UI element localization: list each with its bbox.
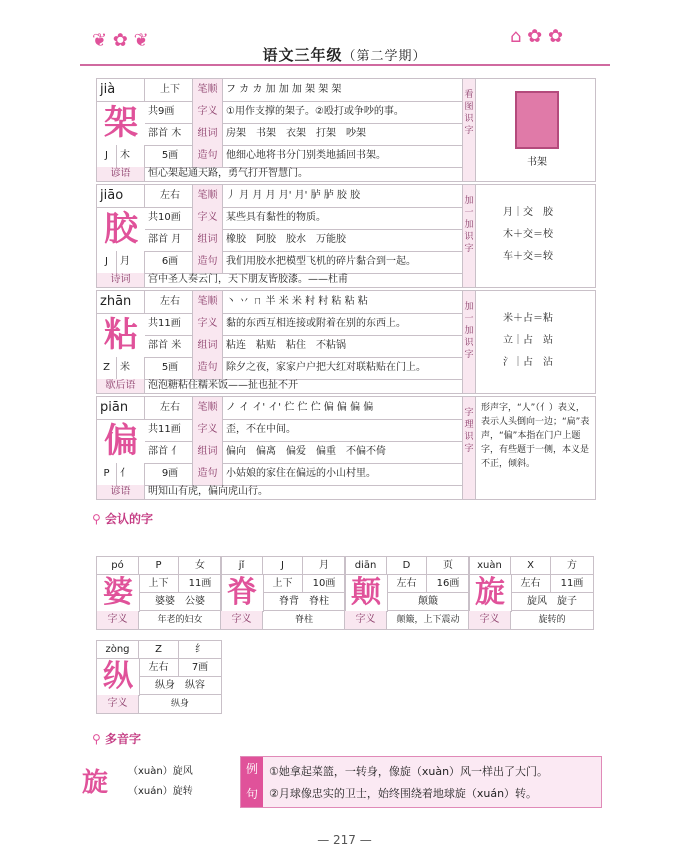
character-card: [96, 184, 596, 288]
recog-char-card: [220, 556, 346, 630]
radical-label-text: 部首: [148, 234, 168, 245]
radical-label: [145, 229, 193, 251]
meaning-label: 字义: [193, 419, 223, 441]
recog-words: 脊背 脊柱: [263, 593, 345, 611]
radical-label: [145, 335, 193, 357]
recog-structure: 上下: [263, 575, 303, 593]
section-recognize: [92, 510, 153, 527]
recog-words: 纵身 纵容: [139, 677, 221, 695]
extra-text: 恒心架起通天路，勇气打开智慧门。: [148, 168, 308, 179]
recog-meaning: 纵身: [170, 699, 189, 709]
polyphone-reading-1: （xuàn）旋风: [128, 766, 193, 777]
meaning-text: 某些具有黏性的物质。: [226, 212, 326, 223]
radical: 亻: [171, 446, 182, 457]
recog-radical: 页: [427, 557, 469, 575]
page-number: — 217 —: [317, 833, 372, 847]
recog-meaning: 年老的妇女: [157, 615, 203, 625]
recog-big-char: 旋: [469, 575, 512, 612]
words-label: 组词: [193, 123, 223, 145]
words-text: 橡胶 阿胶 胶水 万能胶: [226, 234, 346, 245]
radical-small: 亻: [117, 463, 145, 485]
recog-meaning: 脊柱: [294, 615, 313, 625]
recog-meaning-label: 字义: [221, 611, 263, 629]
stroke-label: 笔顺: [193, 79, 223, 101]
recog-meaning: 颠簸，上下震动: [396, 615, 460, 625]
polyphone-char: 旋: [82, 768, 109, 798]
heart-decoration-icon: ❦ ✿ ❦: [92, 30, 149, 51]
recog-meaning-label: 字义: [345, 611, 387, 629]
char-structure: 左右: [145, 185, 193, 207]
extra-label: 诗词: [97, 273, 145, 287]
recog-letter: P: [139, 557, 179, 575]
index-letter: J: [97, 145, 117, 167]
char-structure: 上下: [145, 79, 193, 101]
sentence-label: 造句: [193, 357, 223, 379]
big-character: 粘: [104, 315, 138, 355]
extra-label: 谚语: [97, 167, 145, 181]
recog-pinyin: xuàn: [469, 557, 511, 575]
character-card: [96, 290, 596, 394]
radical-label: [145, 441, 193, 463]
sentence-text: 除夕之夜，家家户户把大红对联粘贴在门上。: [226, 362, 426, 373]
radical-label-text: 部首: [148, 446, 168, 457]
meaning-text: 歪，不在中间。: [226, 424, 296, 435]
sentence-text: 我们用胶水把模型飞机的碎片黏合到一起。: [226, 256, 416, 267]
recog-structure: 左右: [139, 659, 179, 677]
recog-char-card: [96, 556, 222, 630]
recog-words: 颠簸: [387, 593, 469, 611]
radical-strokes: 5画: [145, 145, 193, 167]
recog-meaning-label: 字义: [469, 611, 511, 629]
radical: 木: [171, 128, 182, 139]
big-character: 架: [104, 103, 138, 143]
index-letter: J: [97, 251, 117, 273]
bookshelf-icon: [515, 91, 559, 149]
big-character: 胶: [104, 209, 138, 249]
big-character: 偏: [104, 421, 138, 461]
formula: 米＋占＝粘: [503, 313, 553, 324]
formula: 车＋交＝较: [503, 251, 553, 262]
radical-small: 米: [117, 357, 145, 379]
recog-structure: 左右: [387, 575, 427, 593]
char-structure: 左右: [145, 397, 193, 419]
char-structure: 左右: [145, 291, 193, 313]
stroke-label: 笔顺: [193, 291, 223, 313]
radical-label-text: 部首: [148, 128, 168, 139]
example-tag: 例句: [241, 757, 263, 807]
section-polyphone-title: 多音字: [104, 732, 141, 746]
search-icon: ⚲: [92, 512, 101, 526]
index-letter: Z: [97, 357, 117, 379]
recog-strokes: 10画: [303, 575, 345, 593]
character-card: [96, 396, 596, 500]
side-caption: 书架: [527, 157, 547, 168]
sentence-text: 他细心地将书分门别类地插回书架。: [226, 150, 386, 161]
stroke-sequence: フ カ カ 加 加 加 架 架 架: [226, 84, 342, 95]
extra-text: 泡泡糖粘住糯米饭——扯也扯不开: [148, 380, 298, 391]
words-text: 偏向 偏离 偏爱 偏重 不偏不倚: [226, 446, 386, 457]
sentence-label: 造句: [193, 251, 223, 273]
meaning-label: 字义: [193, 313, 223, 335]
formula: 木＋交＝校: [503, 229, 553, 240]
stroke-sequence: 丿 月 月 月 月' 月' 胪 胪 胶 胶: [226, 190, 361, 201]
recog-letter: Z: [139, 641, 179, 659]
side-label: 加一加识字: [462, 185, 476, 287]
recog-words: 婆婆 公婆: [139, 593, 221, 611]
radical-label-text: 部首: [148, 340, 168, 351]
recog-radical: 纟: [179, 641, 221, 659]
recog-letter: J: [263, 557, 303, 575]
char-pinyin: piān: [97, 397, 145, 419]
radical-label: [145, 123, 193, 145]
radical-small: 月: [117, 251, 145, 273]
side-label: 看图识字: [462, 79, 476, 181]
char-pinyin: jià: [97, 79, 145, 101]
stroke-sequence: ノ イ イ' イ' 伫 伫 伫 偏 偏 偏 偏: [226, 402, 374, 413]
stroke-sequence: 丶 丷 ㄇ 半 米 米 籿 籿 粘 粘 粘: [226, 296, 368, 307]
stroke-label: 笔顺: [193, 185, 223, 207]
side-label: 加一加识字: [462, 291, 476, 393]
header-title: 语文三年级: [262, 46, 343, 64]
stroke-count: 共9画: [145, 101, 193, 123]
words-text: 房架 书架 衣架 打架 吵架: [226, 128, 366, 139]
recog-strokes: 16画: [427, 575, 469, 593]
extra-label: 歇后语: [97, 379, 145, 393]
recog-pinyin: zòng: [97, 641, 139, 659]
page-header: [0, 44, 689, 65]
recog-structure: 左右: [511, 575, 551, 593]
recog-big-char: 颠: [345, 575, 388, 612]
recog-radical: 方: [551, 557, 593, 575]
section-polyphone: [92, 730, 141, 747]
char-pinyin: zhān: [97, 291, 145, 313]
recog-big-char: 婆: [97, 575, 140, 612]
words-label: 组词: [193, 335, 223, 357]
radical-small: 木: [117, 145, 145, 167]
stroke-count: 共10画: [145, 207, 193, 229]
recog-radical: 月: [303, 557, 345, 575]
recog-meaning: 旋转的: [538, 615, 566, 625]
radical-strokes: 9画: [145, 463, 193, 485]
radical-strokes: 5画: [145, 357, 193, 379]
stroke-count: 共11画: [145, 313, 193, 335]
recog-strokes: 7画: [179, 659, 221, 677]
recog-strokes: 11画: [179, 575, 221, 593]
recog-meaning-label: 字义: [97, 611, 139, 629]
stroke-label: 笔顺: [193, 397, 223, 419]
example-sentence-1: ①她拿起菜篮，一转身，像旋（xuàn）风一样出了大门。: [269, 765, 549, 778]
extra-text: 宫中圣人奏云门，天下朋友皆胶漆。——杜甫: [148, 274, 348, 285]
example-box: [240, 756, 602, 808]
formula: 月｜交 胶: [503, 207, 553, 218]
sentence-label: 造句: [193, 145, 223, 167]
recog-char-card: [344, 556, 470, 630]
sentence-label: 造句: [193, 463, 223, 485]
recog-pinyin: diān: [345, 557, 387, 575]
recog-letter: X: [511, 557, 551, 575]
meaning-text: 黏的东西互相连接或附着在别的东西上。: [226, 318, 406, 329]
recog-words: 旋风 旋子: [511, 593, 593, 611]
character-card: [96, 78, 596, 182]
radical: 月: [171, 234, 182, 245]
char-pinyin: jiāo: [97, 185, 145, 207]
example-sentence-2: ②月球像忠实的卫士，始终围绕着地球旋（xuán）转。: [269, 787, 538, 800]
index-letter: P: [97, 463, 117, 485]
header-divider: [80, 64, 610, 66]
sentence-text: 小姑娘的家住在偏远的小山村里。: [226, 468, 376, 479]
words-label: 组词: [193, 441, 223, 463]
side-label: 字理识字: [462, 397, 476, 499]
extra-label: 谚语: [97, 485, 145, 499]
house-decoration-icon: ⌂ ✿ ✿: [510, 26, 564, 47]
header-subtitle: （第二学期）: [342, 49, 427, 64]
meaning-label: 字义: [193, 101, 223, 123]
meaning-text: ①用作支撑的架子。②殴打或争吵的事。: [226, 106, 404, 117]
search-icon: ⚲: [92, 732, 101, 746]
extra-text: 明知山有虎，偏向虎山行。: [148, 486, 268, 497]
recog-pinyin: jǐ: [221, 557, 263, 575]
formula: 氵｜占 沾: [503, 357, 553, 368]
stroke-count: 共11画: [145, 419, 193, 441]
words-label: 组词: [193, 229, 223, 251]
side-text: 形声字，“人”（亻）表义，表示人头倒向一边；“扁”表声，“偏”本指在门户上题字，有些题于一侧，本义是不正，倾斜。: [481, 403, 590, 469]
recog-radical: 女: [179, 557, 221, 575]
recog-pinyin: pó: [97, 557, 139, 575]
recog-big-char: 脊: [221, 575, 264, 612]
recog-big-char: 纵: [97, 659, 140, 696]
recog-meaning-label: 字义: [97, 695, 139, 713]
recog-structure: 上下: [139, 575, 179, 593]
radical-strokes: 6画: [145, 251, 193, 273]
words-text: 粘连 粘贴 粘住 不粘锅: [226, 340, 346, 351]
recog-char-card: [96, 640, 222, 714]
section-recognize-title: 会认的字: [104, 512, 153, 526]
formula: 立｜占 站: [503, 335, 553, 346]
recog-char-card: [468, 556, 594, 630]
radical: 米: [171, 340, 182, 351]
meaning-label: 字义: [193, 207, 223, 229]
recog-letter: D: [387, 557, 427, 575]
polyphone-reading-2: （xuán）旋转: [128, 786, 193, 797]
recog-strokes: 11画: [551, 575, 593, 593]
